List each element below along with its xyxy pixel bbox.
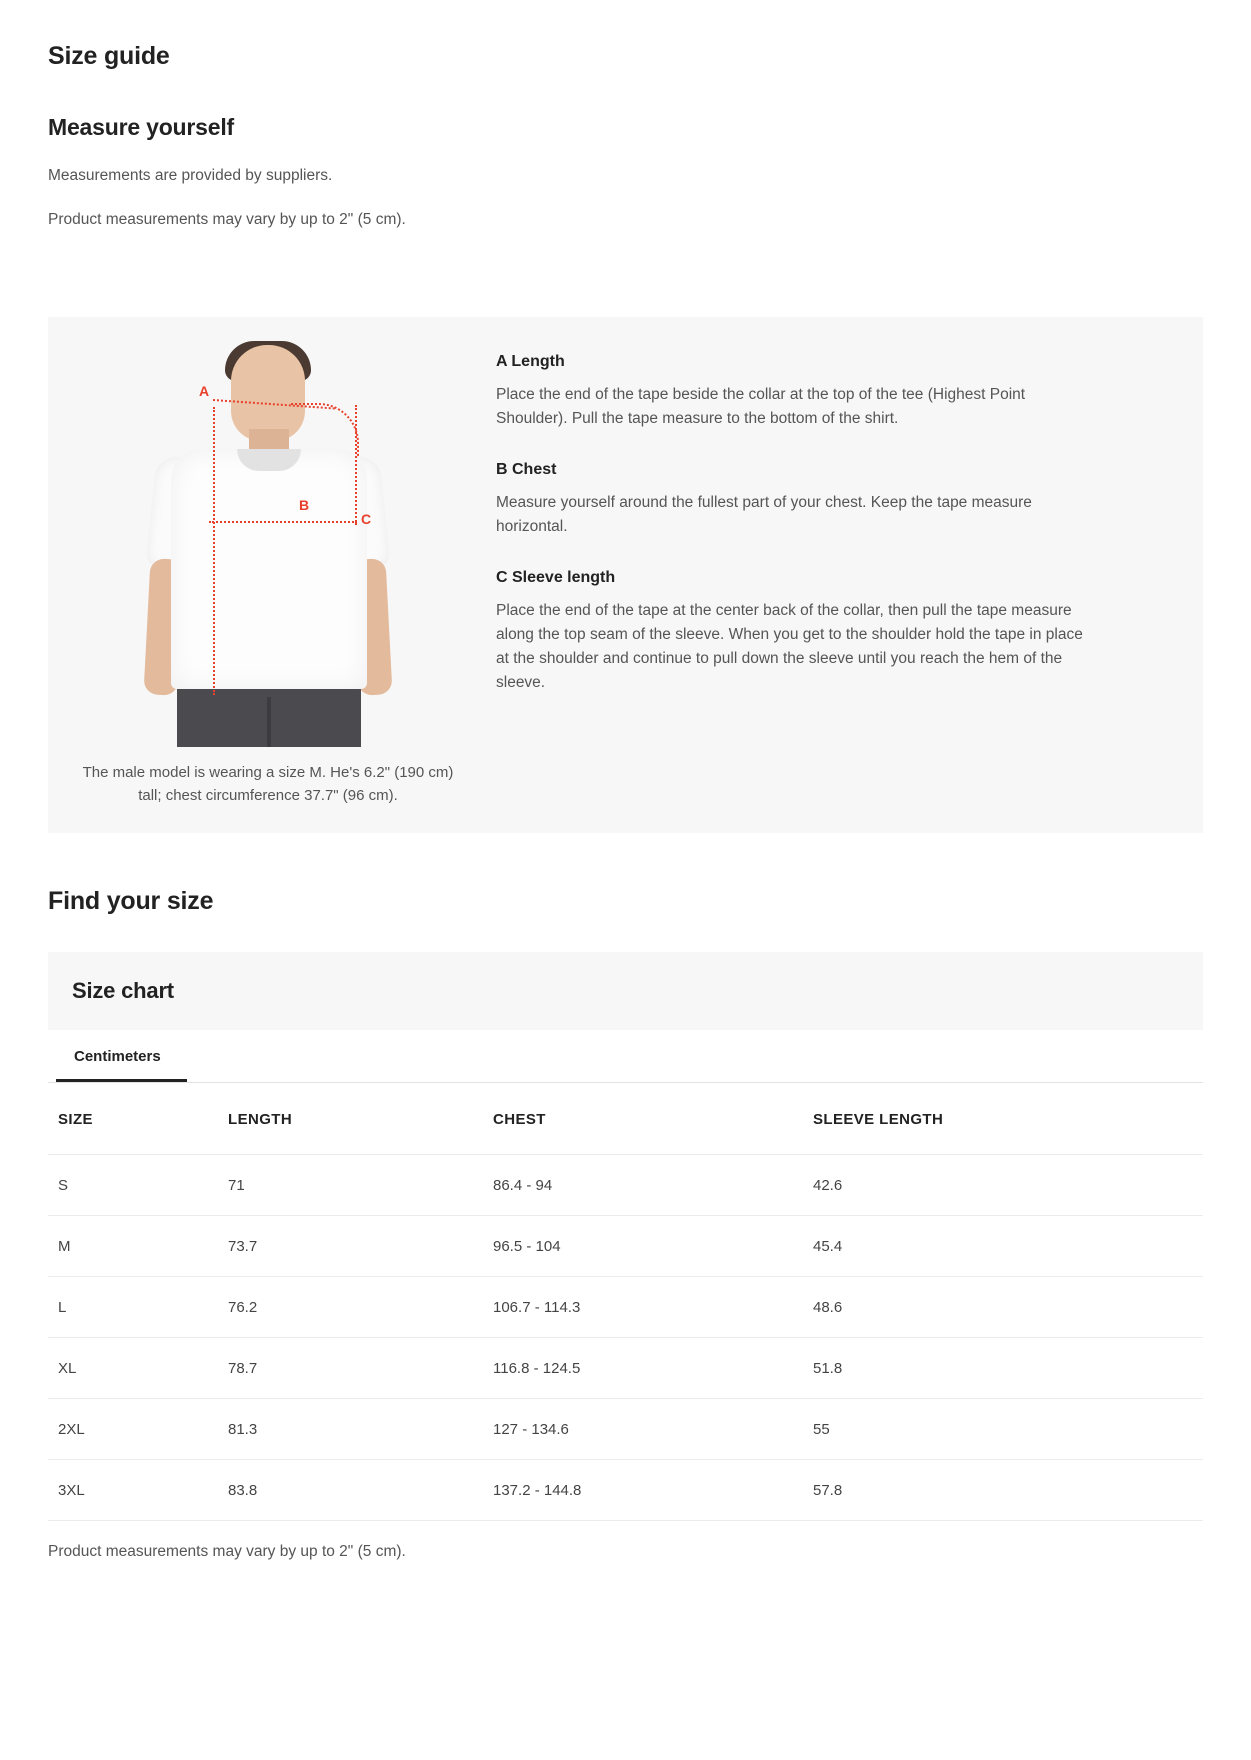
instruction-body-sleeve: Place the end of the tape at the center back of the collar, then pull the tape measure along the top seam of the sleeve. When you get to the shoulder hold the tape in place at the shoulder and continue to pull down the sleeve until you reach the hem of the sleeve.: [496, 601, 1083, 691]
instruction-heading-sleeve: C Sleeve length: [496, 568, 616, 586]
instruction-body-length: Place the end of the tape beside the collar at the top of the tee (Highest Point Shoulder). Pull the tape measure to the bottom of the shirt.: [496, 385, 1026, 427]
find-your-size-heading: Find your size: [48, 887, 214, 916]
table-row: [48, 1276, 1203, 1337]
measure-panel: [48, 317, 1203, 834]
intro-line-1: Measurements are provided by suppliers.: [48, 167, 333, 185]
size-chart-table: [48, 1083, 1203, 1521]
table-row: [48, 1398, 1203, 1459]
sleeve-guide-vertical-line: [355, 405, 357, 525]
cell-sleeve-length: 57.8: [803, 1459, 1203, 1520]
chest-guide-line: [209, 521, 357, 523]
cell-chest: 86.4 - 94: [483, 1154, 803, 1215]
table-row: [48, 1154, 1203, 1215]
length-guide-vertical-line: [213, 407, 215, 695]
cell-length: 73.7: [218, 1215, 483, 1276]
instruction-body-chest: Measure yourself around the fullest part of your chest. Keep the tape measure horizontal.: [496, 493, 1032, 535]
measure-yourself-heading: Measure yourself: [48, 113, 234, 140]
sleeve-guide-curve: [291, 403, 359, 457]
tab-centimeters[interactable]: Centimeters: [56, 1030, 187, 1082]
cell-length: 81.3: [218, 1398, 483, 1459]
cell-sleeve-length: 55: [803, 1398, 1203, 1459]
table-row: [48, 1459, 1203, 1520]
size-chart-footer-note: Product measurements may vary by up to 2" (5 cm).: [48, 1542, 406, 1560]
size-chart-header: [48, 952, 1203, 1030]
table-row: [48, 1215, 1203, 1276]
cell-size: 3XL: [48, 1459, 218, 1520]
cell-chest: 127 - 134.6: [483, 1398, 803, 1459]
measure-illustration-column: [48, 317, 488, 834]
cell-chest: 106.7 - 114.3: [483, 1276, 803, 1337]
table-header-row: [48, 1083, 1203, 1155]
instruction-heading-length: A Length: [496, 352, 565, 370]
cell-length: 78.7: [218, 1337, 483, 1398]
cell-chest: 116.8 - 124.5: [483, 1337, 803, 1398]
cell-size: S: [48, 1154, 218, 1215]
marker-label-a: A: [199, 382, 210, 399]
size-chart-title: Size chart: [72, 977, 174, 1003]
column-header-chest: CHEST: [483, 1083, 803, 1155]
cell-chest: 96.5 - 104: [483, 1215, 803, 1276]
cell-sleeve-length: 48.6: [803, 1276, 1203, 1337]
cell-sleeve-length: 51.8: [803, 1337, 1203, 1398]
cell-size: XL: [48, 1337, 218, 1398]
column-header-sleeve-length: SLEEVE LENGTH: [803, 1083, 1203, 1155]
cell-size: 2XL: [48, 1398, 218, 1459]
marker-label-c: C: [361, 510, 372, 527]
cell-length: 83.8: [218, 1459, 483, 1520]
model-jeans-seam: [267, 697, 271, 747]
table-row: [48, 1337, 1203, 1398]
cell-length: 71: [218, 1154, 483, 1215]
size-chart-card: [48, 952, 1203, 1521]
cell-sleeve-length: 45.4: [803, 1215, 1203, 1276]
cell-length: 76.2: [218, 1276, 483, 1337]
cell-size: L: [48, 1276, 218, 1337]
cell-size: M: [48, 1215, 218, 1276]
column-header-length: LENGTH: [218, 1083, 483, 1155]
page-title: Size guide: [48, 42, 170, 70]
measure-instructions-column: [488, 317, 1203, 725]
cell-sleeve-length: 42.6: [803, 1154, 1203, 1215]
model-illustration: [123, 345, 413, 745]
cell-chest: 137.2 - 144.8: [483, 1459, 803, 1520]
model-caption: The male model is wearing a size M. He's 6.2" (190 cm) tall; chest circumference 37.7" (96 cm).: [82, 763, 454, 805]
marker-label-b: B: [299, 496, 310, 513]
instruction-heading-chest: B Chest: [496, 460, 557, 478]
tshirt-body: [171, 449, 367, 689]
unit-tabs: [48, 1030, 1203, 1083]
column-header-size: SIZE: [48, 1083, 218, 1155]
intro-line-2: Product measurements may vary by up to 2" (5 cm).: [48, 210, 406, 228]
